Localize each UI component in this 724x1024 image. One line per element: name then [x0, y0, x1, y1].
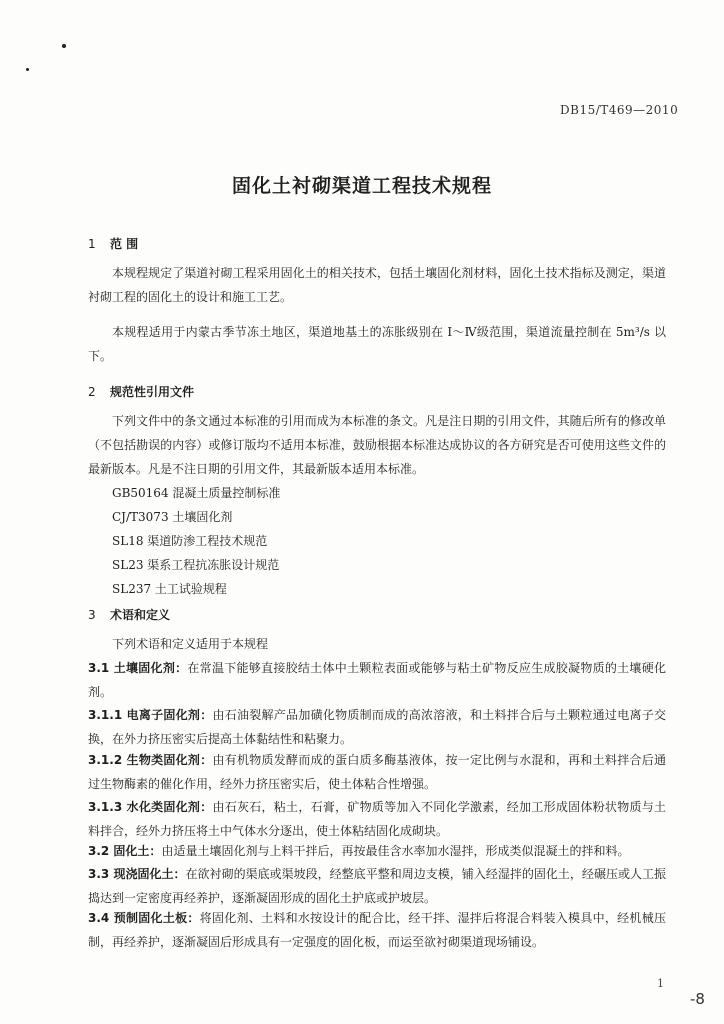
term-label: 3.1.2 生物类固化剂：	[88, 753, 213, 767]
term-label: 3.3 现浇固化土：	[88, 867, 186, 881]
section-1-heading	[88, 235, 138, 252]
paragraph: 本规程规定了渠道衬砌工程采用固化土的相关技术，包括土壤固化剂材料，固化土技术指标及测定，渠道衬砌工程的固化土的设计和施工工艺。	[88, 266, 666, 304]
term-definition	[88, 795, 666, 843]
term-text: 由石油裂解产品加磺化物质制而成的高浓溶液，和土料拌合后与土颗粒通过电离子交换，在外力挤压密实后提高土体黏结性和粘聚力。	[88, 708, 666, 746]
document-title: 固化土衬砌渠道工程技术规程	[231, 175, 492, 197]
scan-speck	[26, 68, 29, 71]
paragraph: 下列文件中的条文通过本标准的引用而成为本标准的条文。凡是注日期的引用文件，其随后所有的修改单（不包括勘误的内容）或修订版均不适用本标准，鼓励根据本标准达成协议的各方研究是否可使用这些文件的最新版本。凡是不注日期的引用文件，其最新版本适用本标准。	[88, 414, 666, 476]
term-definition	[88, 839, 666, 863]
term-text: 在欲衬砌的渠底或渠坡段，经整底平整和周边支模，铺入经湿拌的固化土，经碾压或人工振捣达到一定密度再经养护，逐渐凝固形成的固化土护底或护坡层。	[88, 867, 666, 905]
term-text: 由有机物质发酵而成的蛋白质多酶基液体，按一定比例与水混和，再和土料拌合后通过生物酶素的催化作用，经外力挤压密实后，使土体粘合性增强。	[88, 753, 666, 791]
term-definition	[88, 703, 666, 751]
paragraph: 下列术语和定义适用于本规程	[112, 637, 269, 651]
reference-item: GB50164 混凝土质量控制标准	[112, 486, 281, 500]
term-label: 3.4 预制固化土板：	[88, 911, 200, 925]
term-label: 3.1 土壤固化剂：	[88, 661, 188, 675]
section-number: 3	[88, 608, 96, 622]
term-definition	[88, 906, 666, 954]
section-title: 规范性引用文件	[110, 385, 195, 399]
paragraph: 本规程适用于内蒙古季节冻土地区，渠道地基土的冻胀级别在 Ⅰ～Ⅳ级范围，渠道流量控制在 5m³/s 以下。	[88, 325, 666, 363]
term-definition	[88, 862, 666, 910]
section-title: 术语和定义	[110, 608, 171, 622]
term-text: 由石灰石，粘土，石膏，矿物质等加入不同化学激素，经加工形成固体粉状物质与土料拌合，经外力挤压将土中气体水分逐出，使土体粘结固化成砌块。	[88, 800, 666, 838]
scan-speck	[62, 44, 66, 48]
section-title: 范 围	[110, 237, 139, 251]
section-number: 2	[88, 385, 96, 399]
reference-item: CJ/T3073 土壤固化剂	[112, 510, 233, 524]
term-definition	[88, 656, 666, 704]
section-number: 1	[88, 237, 96, 251]
term-text: 由适量土壤固化剂与上料干拌后，再按最佳含水率加水湿拌，形成类似混凝土的拌和料。	[161, 844, 630, 858]
standard-number: DB15/T469—2010	[560, 103, 679, 117]
term-text: 在常温下能够直接胶结土体中土颗粒表面或能够与粘土矿物反应生成胶凝物质的土壤硬化剂。	[88, 661, 666, 699]
page-number: 1	[657, 977, 664, 990]
term-definition	[88, 748, 666, 796]
term-label: 3.2 固化土：	[88, 844, 162, 858]
reference-item: SL18 渠道防渗工程技术规范	[112, 534, 268, 548]
reference-item: SL23 渠系工程抗冻胀设计规范	[112, 558, 280, 572]
section-2-heading	[88, 383, 194, 400]
term-label: 3.1.1 电离子固化剂：	[88, 708, 213, 722]
section-3-heading	[88, 606, 170, 623]
term-label: 3.1.3 水化类固化剂：	[88, 800, 213, 814]
term-text: 将固化剂、土料和水按设计的配合比，经干拌、湿拌后将混合料装入模具中，经机械压制，再经养护，逐渐凝固后形成具有一定强度的固化板，而运至欲衬砌渠道现场铺设。	[88, 911, 666, 949]
reference-item: SL237 土工试验规程	[112, 582, 227, 596]
corner-mark: -8	[690, 990, 705, 1008]
